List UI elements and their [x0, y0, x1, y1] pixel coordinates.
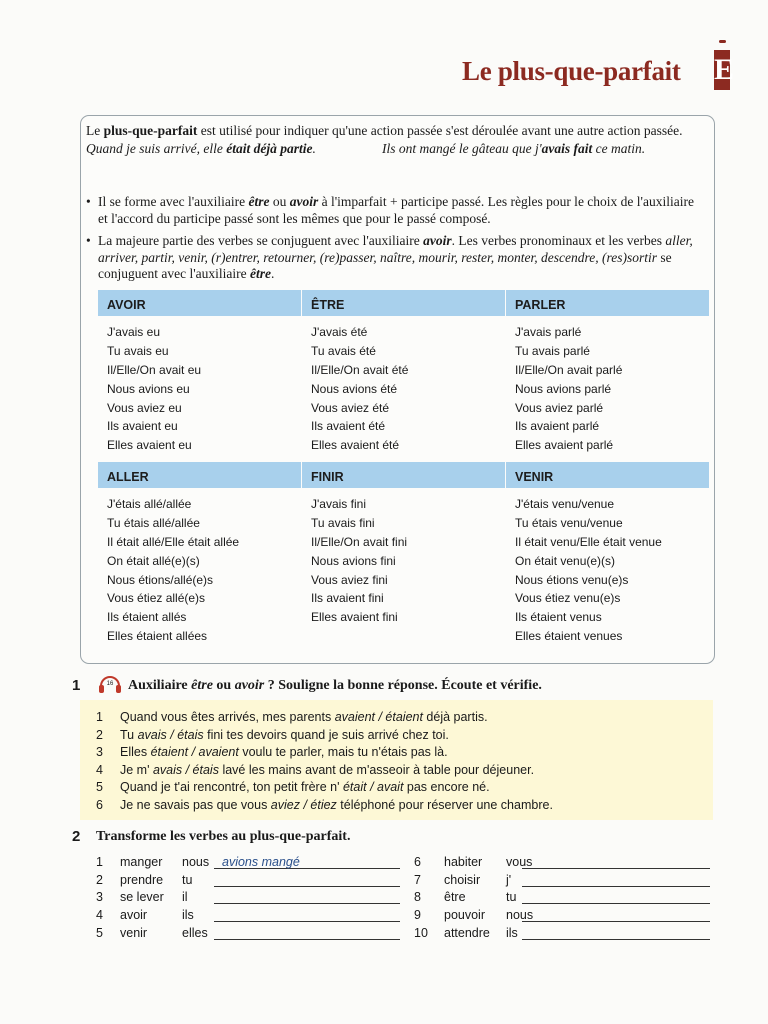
item-number: 10 [414, 925, 428, 940]
item-text-pre: Tu [120, 727, 138, 742]
ex1-post: . [312, 141, 316, 156]
answer-field[interactable] [522, 855, 710, 869]
item-verb: se lever [120, 890, 164, 905]
item-text-pre: Je ne savais pas que vous [120, 797, 271, 812]
intro-post: est utilisé pour indiquer qu'une action passée s'est déroulée avant une autre action passée. [197, 123, 683, 138]
b1-t2: ou [269, 194, 290, 209]
b2-etre: être [250, 266, 271, 281]
ex1-instr-pre: Auxiliaire [128, 678, 192, 693]
conjugation-form: Il/Elle/On avait eu [107, 362, 202, 377]
exercise-1-item [96, 762, 553, 780]
answer-field[interactable] [214, 908, 400, 922]
conjugation-table-2 [302, 290, 505, 455]
ex2-pre: Ils ont mangé le gâteau que j' [382, 141, 542, 156]
item-pronoun: il [182, 890, 188, 905]
item-number: 9 [414, 908, 421, 923]
conjugation-forms [98, 316, 301, 455]
answer-field[interactable]: avions mangé [214, 855, 400, 869]
conjugation-form: Ils étaient venus [515, 610, 602, 625]
item-pronoun: j' [506, 872, 512, 887]
conjugation-form: Nous avions fini [311, 553, 396, 568]
item-number: 5 [96, 925, 103, 940]
item-verb: pouvoir [444, 908, 485, 923]
example-2 [382, 141, 645, 157]
exercise-2-item [96, 922, 400, 940]
rule-bullet-auxiliary [86, 233, 698, 283]
conjugation-form: Vous étiez venu(e)s [515, 591, 621, 606]
ex1-instr-mid: ou [212, 678, 235, 693]
exercise-1-list [96, 709, 553, 814]
conjugation-table-6 [506, 462, 709, 646]
item-verb: prendre [120, 872, 164, 887]
item-pronoun: elles [182, 925, 208, 940]
audio-headphones-icon[interactable] [96, 672, 124, 696]
answer-field[interactable] [214, 890, 400, 904]
conjugation-form: Nous étions venu(e)s [515, 572, 629, 587]
item-text-pre: Quand vous êtes arrivés, mes parents [120, 710, 335, 724]
conjugation-form: Elles avaient parlé [515, 438, 614, 453]
exercise-2-instruction: Transforme les verbes au plus-que-parfait. [96, 829, 351, 844]
exercise-2-item [414, 851, 710, 869]
conjugation-form: Ils avaient été [311, 419, 386, 434]
item-options[interactable]: avais / étais [152, 762, 219, 777]
item-text-pre: Quand je t'ai rencontré, ton petit frère n' [120, 780, 343, 794]
answer-field[interactable] [214, 873, 400, 887]
conjugation-form: Vous aviez eu [107, 400, 182, 415]
item-number: 8 [414, 890, 421, 905]
item-verb: attendre [444, 925, 490, 940]
b2-t4: . [271, 266, 275, 281]
conjugation-form: Ils avaient parlé [515, 419, 600, 434]
item-text-post: téléphoné pour réserver une chambre. [336, 797, 553, 812]
conjugation-table-4 [98, 462, 301, 646]
ex1-pre: Quand je suis arrivé, elle [86, 141, 227, 156]
ex1-instr-avoir: avoir [234, 678, 265, 693]
item-text-post: fini tes devoirs quand je suis arrivé chez toi. [203, 727, 449, 742]
conjugation-form: Tu avais eu [107, 343, 169, 358]
item-number: 6 [96, 797, 103, 812]
conjugation-forms [98, 488, 301, 646]
track-number: 16 [106, 681, 114, 687]
conjugation-form: Tu avais fini [311, 515, 375, 530]
item-options[interactable]: avais / étais [137, 727, 204, 742]
b1-t3: à l'imparfait + participe passé. Les règles pour le choix de l'auxiliaire et l'accord du participe passé sont les mêmes que pour le passé composé. [98, 194, 694, 226]
conjugation-forms [302, 316, 505, 455]
b1-t1: Il se forme avec l'auxiliaire [98, 194, 249, 209]
conjugation-form: Il/Elle/On avait parlé [515, 362, 623, 377]
item-pronoun: tu [506, 890, 517, 905]
conjugation-verb-header: FINIR [302, 462, 505, 488]
exercise-2-right-column [414, 851, 710, 940]
intro-examples [86, 141, 698, 157]
conjugation-form: J'avais parlé [515, 325, 582, 339]
conjugation-table-1 [98, 290, 301, 455]
conjugation-forms [302, 488, 505, 627]
item-number: 4 [96, 762, 103, 777]
conjugation-form: Vous aviez été [311, 400, 390, 415]
conjugation-form: Elles étaient allées [107, 629, 208, 644]
exercise-2-item [96, 904, 400, 922]
conjugation-form: Tu étais allé/allée [107, 515, 200, 530]
b2-t3: se conjuguent avec l'auxiliaire [98, 249, 672, 281]
conjugation-form: J'étais venu/venue [515, 497, 615, 511]
item-text-pre: Elles [120, 745, 151, 759]
conjugation-form: On était venu(e)(s) [515, 553, 616, 568]
exercise-1-number: 1 [72, 677, 81, 694]
exercise-1-item [96, 709, 553, 727]
conjugation-form: Elles avaient été [311, 438, 400, 453]
item-number: 4 [96, 908, 103, 923]
b2-avoir: avoir [423, 233, 452, 248]
b1-avoir: avoir [289, 194, 319, 209]
ex1-instr-etre: être [191, 678, 213, 693]
item-options[interactable]: étaient / avaient [150, 745, 239, 759]
bullet-dot: • [86, 233, 91, 248]
answer-field[interactable] [522, 926, 710, 940]
item-verb: être [444, 890, 466, 905]
conjugation-form: J'avais fini [311, 497, 366, 511]
example-1 [86, 141, 382, 157]
item-text-post: lavé les mains avant de m'asseoir à table pour déjeuner. [218, 762, 535, 777]
item-number: 1 [96, 854, 103, 869]
item-number: 1 [96, 710, 103, 724]
exercise-2-item [414, 922, 710, 940]
conjugation-form: Ils étaient allés [107, 610, 187, 625]
conjugation-forms [506, 488, 709, 646]
conjugation-form: Il/Elle/On avait fini [311, 534, 408, 549]
conjugation-form: J'avais eu [107, 325, 160, 339]
item-verb: choisir [444, 872, 481, 887]
conjugation-form: Elles avaient eu [107, 438, 192, 453]
conjugation-form: Il/Elle/On avait été [311, 362, 409, 377]
b2-t2: . Les verbes pronominaux et les verbes [451, 233, 666, 248]
item-pronoun: nous [506, 908, 534, 923]
exercise-2-left-column [96, 851, 400, 940]
item-verb: manger [120, 854, 163, 869]
intro-definition [86, 123, 698, 139]
item-options[interactable]: était / avait [342, 780, 404, 794]
conjugation-table-5 [302, 462, 505, 627]
tab-accent [719, 40, 726, 43]
ex1-instr-post: ? Souligne la bonne réponse. Écoute et vérifie. [264, 678, 542, 693]
answer-field[interactable] [522, 890, 710, 904]
conjugation-form: J'étais allé/allée [107, 497, 192, 511]
conjugation-verb-header: PARLER [506, 290, 709, 316]
conjugation-form: Tu avais été [311, 343, 376, 358]
answer-field[interactable] [522, 908, 710, 922]
conjugation-form: Tu étais venu/venue [515, 515, 623, 530]
conjugation-verb-header: ALLER [98, 462, 301, 488]
item-options[interactable]: avaient / étaient [334, 710, 423, 724]
item-pronoun: ils [506, 925, 518, 940]
item-pronoun: tu [182, 872, 193, 887]
conjugation-form: Nous avions parlé [515, 381, 612, 396]
conjugation-form: Il était venu/Elle était venue [515, 534, 662, 549]
exercise-2-item [96, 887, 400, 905]
page-title: Le plus-que-parfait [462, 56, 681, 86]
conjugation-form: Vous étiez allé(e)s [107, 591, 206, 606]
answer-field[interactable] [522, 873, 710, 887]
conjugation-verb-header: AVOIR [98, 290, 301, 316]
ex2-post: ce matin. [592, 141, 646, 156]
item-pronoun: vous [506, 854, 533, 869]
exercise-1-item [96, 797, 553, 815]
conjugation-form: Nous avions eu [107, 381, 190, 396]
item-options[interactable]: aviez / étiez [270, 797, 337, 812]
item-number: 2 [96, 872, 103, 887]
exercise-2-item [96, 869, 400, 887]
exercise-1-item [96, 727, 553, 745]
conjugation-form: Il était allé/Elle était allée [107, 534, 240, 549]
item-text-post: déjà partis. [422, 710, 488, 724]
exercise-1-instruction [128, 678, 542, 694]
item-number: 7 [414, 872, 421, 887]
b2-t1: La majeure partie des verbes se conjuguent avec l'auxiliaire [98, 233, 424, 248]
ex1-bold: était déjà partie [226, 141, 313, 156]
exercise-1-item [96, 744, 553, 762]
item-text-post: pas encore né. [403, 780, 490, 794]
item-pronoun: ils [182, 908, 194, 923]
conjugation-form: J'avais été [311, 325, 368, 339]
conjugation-form: Nous étions/allé(e)s [107, 572, 214, 587]
rule-bullet-formation [86, 194, 698, 227]
conjugation-form: Elles avaient fini [311, 610, 398, 625]
item-number: 2 [96, 727, 103, 742]
item-verb: venir [120, 925, 148, 940]
conjugation-form: Tu avais parlé [515, 343, 590, 358]
conjugation-form: Nous avions été [311, 381, 398, 396]
b1-etre: être [248, 194, 270, 209]
intro-pre: Le [86, 123, 104, 138]
exercise-1-item [96, 779, 553, 797]
answer-field[interactable] [214, 926, 400, 940]
conjugation-form: Elles étaient venues [515, 629, 623, 644]
b2-verb-list: aller, arriver, partir, venir, (r)entrer, retourner, (re)passer, naître, mourir, rester, monter, descendre, (res)sortir [98, 233, 693, 265]
conjugation-verb-header: ÊTRE [302, 290, 505, 316]
exercise-2-number: 2 [72, 828, 81, 845]
conjugation-form: Ils avaient fini [311, 591, 384, 606]
conjugation-verb-header: VENIR [506, 462, 709, 488]
item-number: 3 [96, 745, 103, 759]
conjugation-form: Vous aviez fini [311, 572, 388, 587]
conjugation-form: Ils avaient eu [107, 419, 178, 434]
item-number: 5 [96, 780, 103, 794]
item-verb: avoir [120, 908, 148, 923]
intro-text [86, 123, 698, 157]
item-number: 3 [96, 890, 103, 905]
exercise-2-item [96, 851, 400, 869]
item-text-pre: Je m' [120, 762, 153, 777]
conjugation-form: Vous aviez parlé [515, 400, 604, 415]
item-pronoun: nous [182, 854, 210, 869]
chapter-tab: E [714, 50, 730, 90]
exercise-2-item [414, 904, 710, 922]
intro-bold: plus-que-parfait [103, 123, 198, 138]
conjugation-form: On était allé(e)(s) [107, 553, 200, 568]
item-text-post: voulu te parler, mais tu n'étais pas là. [238, 745, 448, 759]
exercise-2-item [414, 887, 710, 905]
conjugation-table-3 [506, 290, 709, 455]
exercise-2-item [414, 869, 710, 887]
item-verb: habiter [444, 854, 483, 869]
item-number: 6 [414, 854, 421, 869]
bullet-dot: • [86, 194, 91, 209]
ex2-bold: avais fait [541, 141, 593, 156]
conjugation-forms [506, 316, 709, 455]
